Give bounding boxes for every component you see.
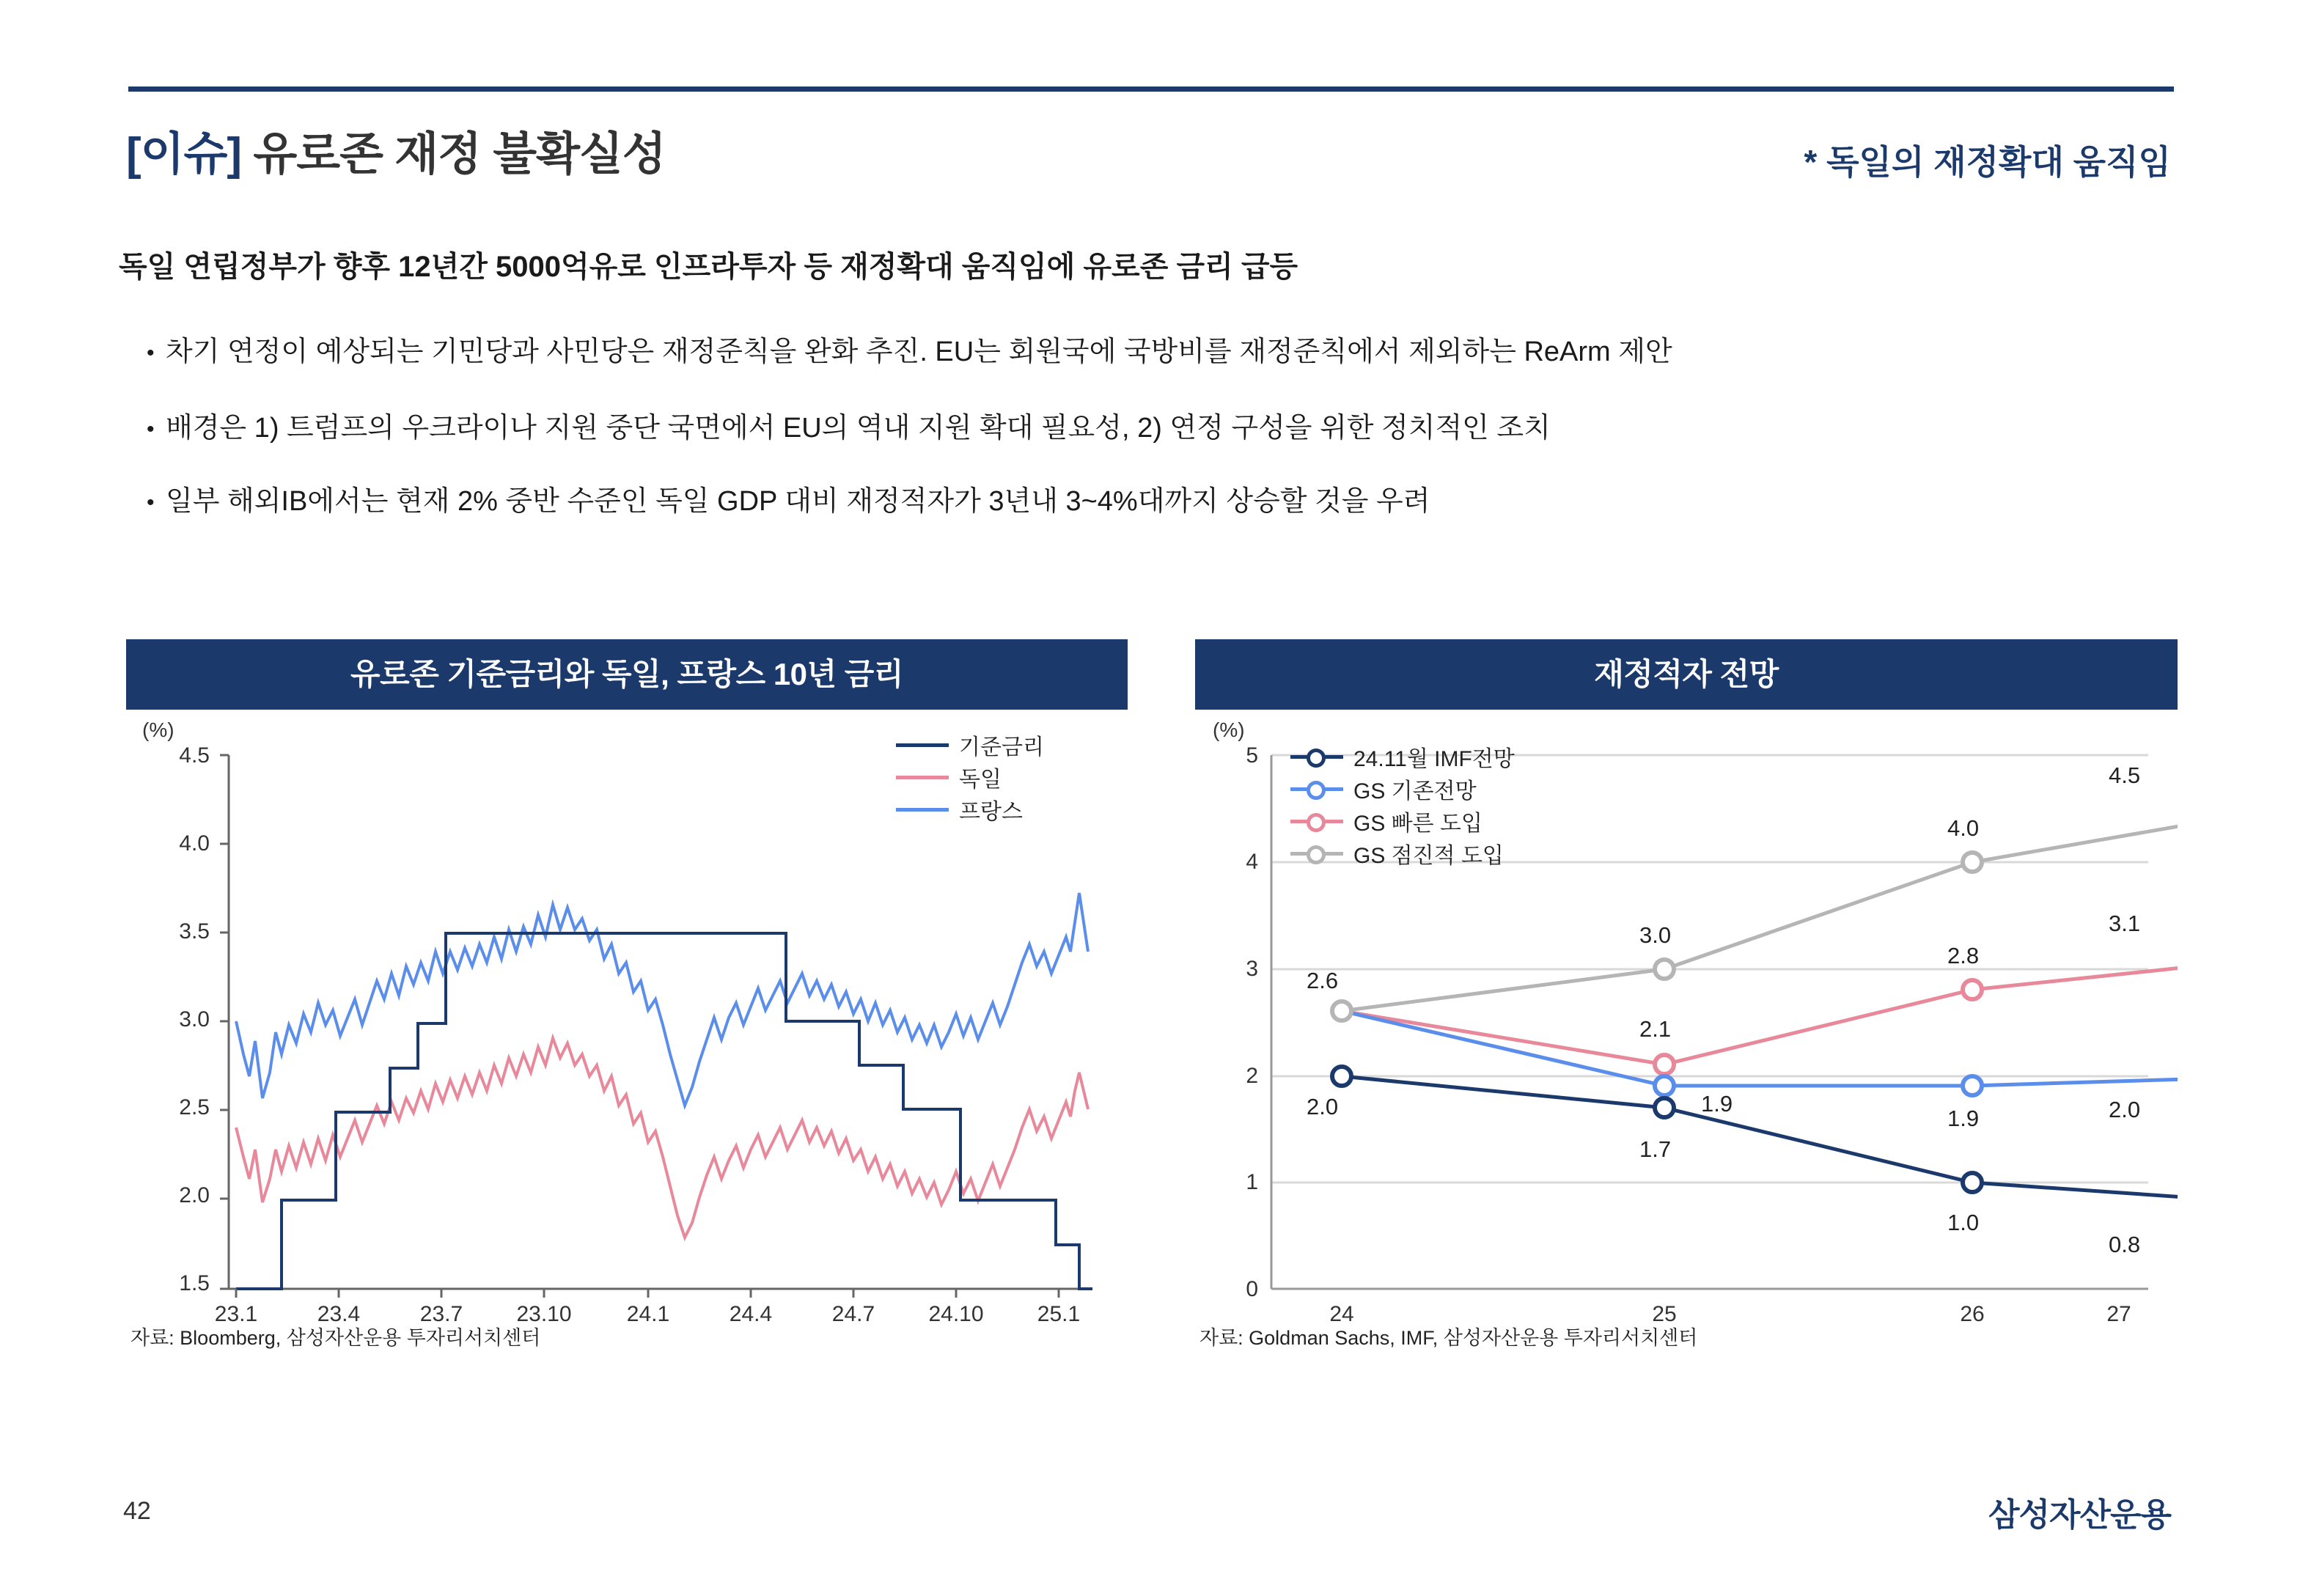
legend-label: 프랑스	[959, 800, 1023, 824]
chart-body-deficit	[1195, 710, 2178, 1355]
data-label: 0.8	[2109, 1232, 2141, 1257]
chart-source-rates: 자료: Bloomberg, 삼성자산운용 투자리서치센터	[131, 1327, 541, 1349]
data-label: 2.8	[1947, 943, 1980, 968]
legend-item	[896, 761, 1044, 793]
x-tick-label: 26	[1960, 1302, 1985, 1326]
data-label: 1.9	[1947, 1106, 1980, 1131]
legend-swatch-icon	[896, 808, 949, 812]
data-label: 1.9	[1701, 1091, 1733, 1117]
legend-swatch-icon	[1290, 845, 1343, 861]
legend-swatch-icon	[1290, 749, 1343, 765]
chart-panel-deficit	[1195, 639, 2178, 1355]
x-tick-label: 23.1	[214, 1302, 258, 1326]
x-tick-label: 27	[2106, 1302, 2131, 1326]
legend-swatch-icon	[896, 743, 949, 747]
legend-swatch-icon	[1290, 813, 1343, 829]
legend-item	[896, 793, 1044, 825]
y-tick-label: 0	[1246, 1277, 1258, 1301]
chart-legend-deficit	[1290, 740, 1515, 869]
y-axis-unit-label: (%)	[142, 718, 174, 741]
legend-item	[896, 729, 1044, 761]
bullet-item	[147, 478, 1430, 518]
page-title-text: 유로존 재정 불확실성	[253, 129, 666, 180]
y-tick-label: 1.5	[179, 1271, 210, 1295]
x-tick-label: 24	[1329, 1302, 1354, 1326]
bullet-dot: •	[147, 490, 155, 515]
data-label: 4.5	[2109, 762, 2141, 788]
page-title-tag: [이슈]	[126, 129, 242, 180]
x-tick-label: 25	[1652, 1302, 1677, 1326]
bullet-dot: •	[147, 340, 155, 365]
data-label: 2.6	[1307, 968, 1339, 993]
data-label: 3.1	[2109, 911, 2141, 936]
y-axis-unit-label: (%)	[1213, 718, 1245, 741]
legend-label: 24.11월 IMF전망	[1353, 747, 1515, 771]
data-label: 1.0	[1947, 1210, 1980, 1235]
brand-logo: 삼성자산운용	[1988, 1497, 2171, 1533]
data-label: 2.0	[1307, 1094, 1339, 1119]
lead-paragraph: 독일 연립정부가 향후 12년간 5000억유로 인프라투자 등 재정확대 움직임에 유로존 금리 급등	[119, 251, 1298, 283]
header-rule	[128, 87, 2174, 92]
chart-title-rates: 유로존 기준금리와 독일, 프랑스 10년 금리	[126, 639, 1128, 710]
y-tick-label: 2.5	[179, 1095, 210, 1119]
legend-label: GS 점진적 도입	[1353, 844, 1504, 868]
legend-item	[1290, 837, 1515, 869]
y-tick-label: 3	[1246, 957, 1258, 981]
x-tick-label: 23.10	[516, 1302, 572, 1326]
x-tick-label: 24.7	[831, 1302, 875, 1326]
y-tick-label: 4.0	[179, 831, 210, 856]
chart-panel-rates	[126, 639, 1128, 1355]
y-tick-label: 2.0	[179, 1183, 210, 1207]
legend-label: 기준금리	[959, 735, 1044, 760]
bullet-item	[147, 328, 1672, 369]
legend-label: GS 빠른 도입	[1353, 812, 1482, 836]
data-label: 2.0	[2109, 1097, 2141, 1122]
chart-body-rates	[126, 710, 1128, 1355]
y-tick-label: 4.5	[179, 743, 210, 768]
bullet-text: 차기 연정이 예상되는 기민당과 사민당은 재정준칙을 완화 추진. EU는 회원국에 국방비를 재정준칙에서 제외하는 ReArm 제안	[166, 337, 1672, 367]
bullet-dot: •	[147, 416, 155, 441]
chart-title-deficit: 재정적자 전망	[1195, 639, 2178, 710]
x-tick-label: 24.1	[626, 1302, 670, 1326]
chart-legend-rates	[896, 729, 1044, 825]
page-subtitle: * 독일의 재정확대 움직임	[1804, 143, 2171, 181]
data-label: 3.0	[1639, 922, 1672, 948]
y-tick-label: 5	[1246, 743, 1258, 768]
y-tick-label: 1	[1246, 1170, 1258, 1194]
y-tick-label: 4	[1246, 850, 1258, 874]
page-title	[126, 117, 666, 183]
data-label: 4.0	[1947, 815, 1980, 841]
y-tick-label: 3.5	[179, 919, 210, 944]
y-tick-label: 3.0	[179, 1007, 210, 1031]
legend-item	[1290, 740, 1515, 773]
legend-item	[1290, 805, 1515, 837]
x-tick-label: 24.10	[928, 1302, 984, 1326]
x-tick-label: 23.4	[317, 1302, 361, 1326]
legend-label: 독일	[959, 768, 1002, 792]
legend-swatch-icon	[896, 776, 949, 779]
data-label: 2.1	[1639, 1016, 1672, 1042]
legend-item	[1290, 773, 1515, 805]
bullet-item	[147, 405, 1551, 445]
legend-label: GS 기존전망	[1353, 779, 1477, 803]
legend-swatch-icon	[1290, 781, 1343, 797]
page-number: 42	[123, 1497, 151, 1525]
chart-source-deficit: 자료: Goldman Sachs, IMF, 삼성자산운용 투자리서치센터	[1199, 1327, 1698, 1349]
bullet-text: 배경은 1) 트럼프의 우크라이나 지원 중단 국면에서 EU의 역내 지원 확대 필요성, 2) 연정 구성을 위한 정치적인 조치	[166, 413, 1551, 444]
bullet-text: 일부 해외IB에서는 현재 2% 중반 수준인 독일 GDP 대비 재정적자가 3년내 3~4%대까지 상승할 것을 우려	[166, 486, 1430, 517]
y-tick-label: 2	[1246, 1064, 1258, 1088]
x-tick-label: 25.1	[1037, 1302, 1081, 1326]
data-label: 1.7	[1639, 1136, 1672, 1162]
x-tick-label: 23.7	[419, 1302, 463, 1326]
x-tick-label: 24.4	[729, 1302, 773, 1326]
